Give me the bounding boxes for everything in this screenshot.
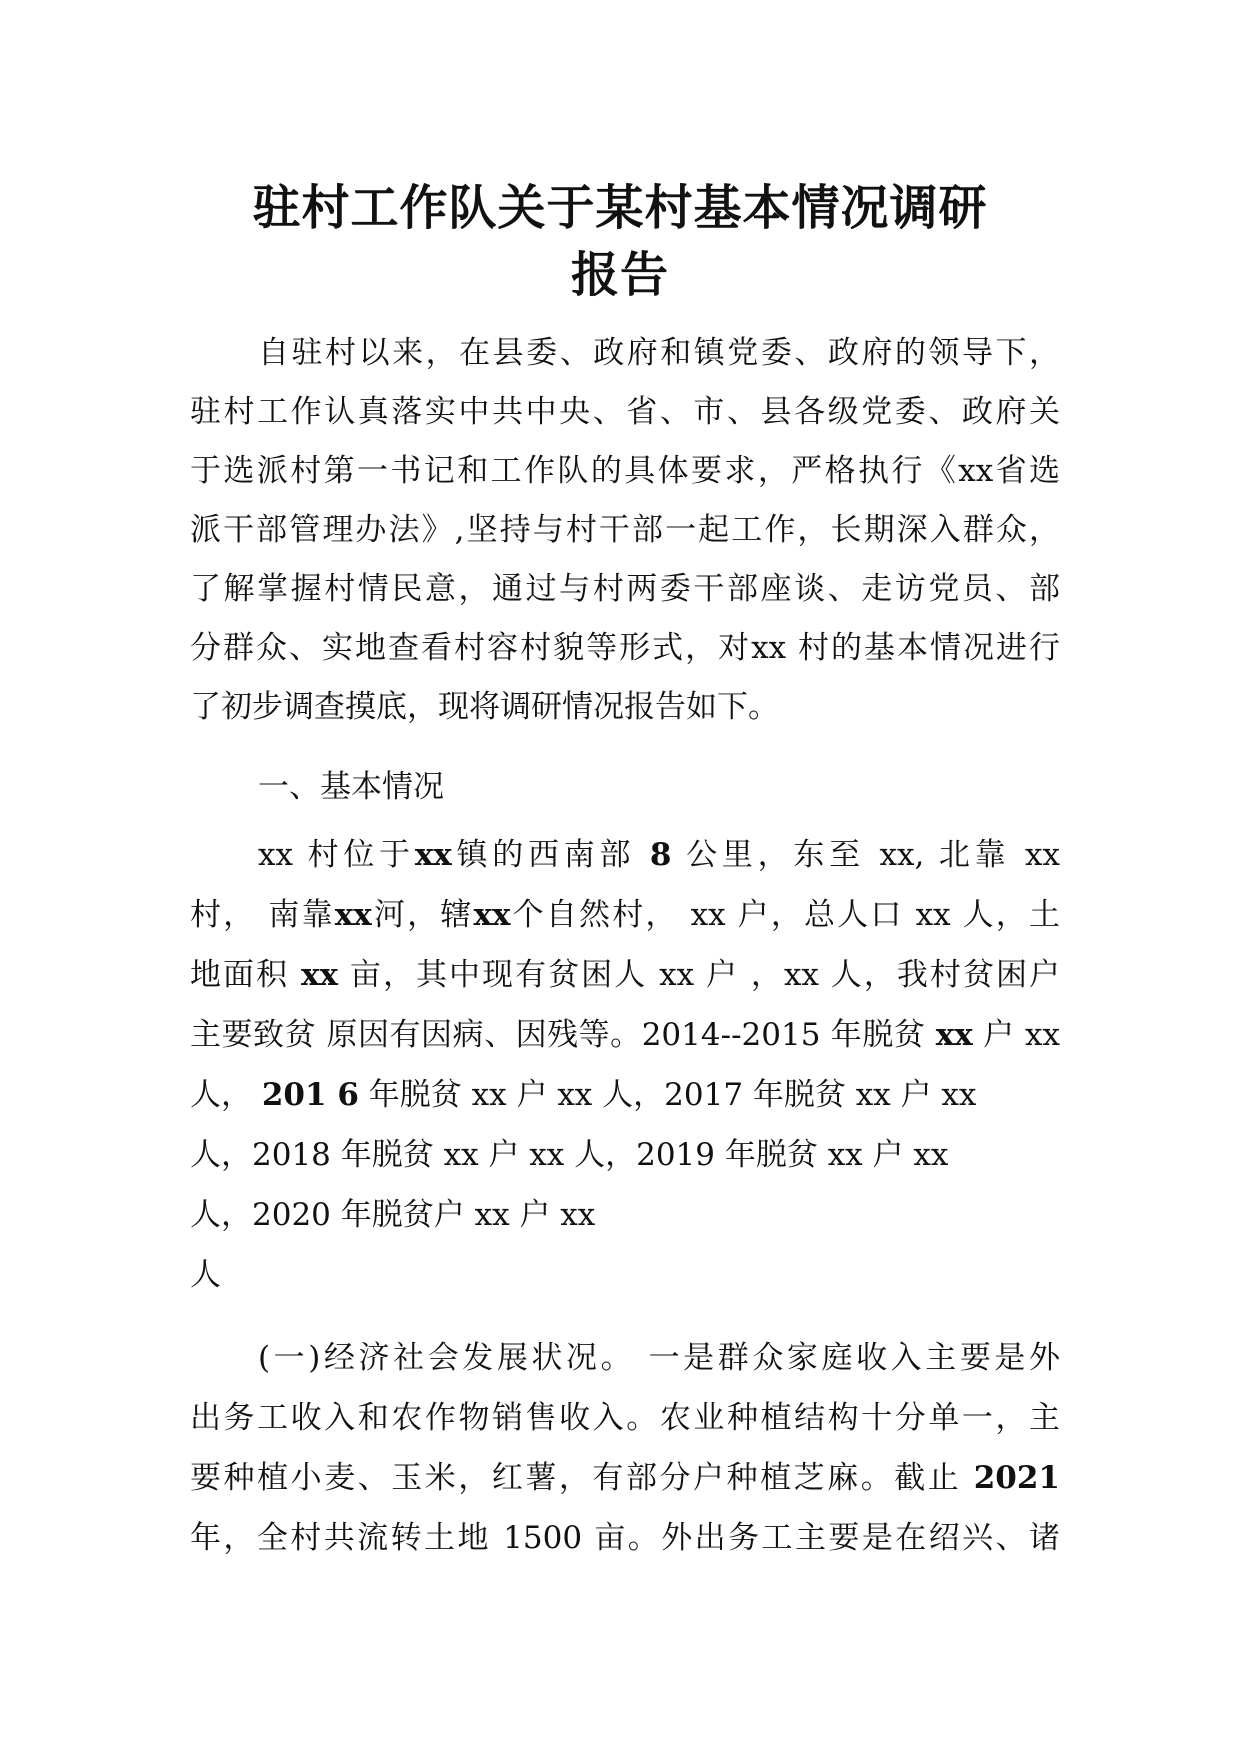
intro-line-2: 驻村工作认真落实中共中央、省、市、县各级党委、政府关 — [190, 394, 1060, 430]
intro-line-6: 分群众、实地查看村容村貌等形式，对xx 村的基本情况进行 — [190, 630, 1060, 666]
economy-text: 要种植小麦、玉米，红薯，有部分户种植芝麻。截止 — [190, 1460, 962, 1496]
intro-line-7: 了初步调查摸底，现将调研情况报告如下。 — [190, 689, 779, 725]
intro-line-1: 自驻村以来，在县委、政府和镇党委、政府的领导下， — [258, 335, 1060, 371]
basic-line-5 — [190, 1067, 1060, 1123]
basic-text: 河，辖 — [371, 897, 474, 933]
economy-bold-text: 2021 — [973, 1460, 1060, 1496]
basic-text: 地面积 — [190, 957, 290, 993]
basic-line-7: 人，2020 年脱贫户 xx 户 xx — [190, 1197, 596, 1233]
basic-text: 主要致贫 原因有因病、因残等。2014--2015 年脱贫 — [190, 1017, 926, 1053]
basic-text: 公里，东至 xx, 北靠 xx — [686, 837, 1060, 873]
basic-line-3 — [190, 947, 1060, 1003]
economy-line-3 — [190, 1450, 1060, 1506]
basic-bold-text: xx — [473, 897, 511, 933]
basic-bold-text: xx — [334, 897, 372, 933]
section-heading-basic-info: 一、基本情况 — [258, 769, 444, 805]
basic-bold-text: 201 6 — [261, 1077, 359, 1113]
basic-line-2 — [190, 887, 1060, 943]
basic-bold-text: xx — [301, 957, 338, 993]
basic-text: 年脱贫 xx 户 xx 人，2017 年脱贫 xx 户 xx — [368, 1077, 977, 1113]
basic-text: xx 村位于 — [258, 837, 415, 873]
basic-line-1 — [258, 827, 1060, 883]
economy-line-2: 出务工收入和农作物销售收入。农业种植结构十分单一，主 — [190, 1400, 1060, 1436]
basic-line-4 — [190, 1007, 1060, 1063]
economy-line-1: (一)经济社会发展状况。 一是群众家庭收入主要是外 — [258, 1340, 1060, 1376]
basic-text: 个自然村， xx 户，总人口 xx 人，土 — [510, 897, 1060, 933]
economy-line-4: 年，全村共流转土地 1500 亩。外出务工主要是在绍兴、诸 — [190, 1520, 1060, 1556]
basic-text: 亩，其中现有贫困人 xx 户 ，xx 人，我村贫困户 — [349, 957, 1060, 993]
document-title-line-1: 驻村工作队关于某村基本情况调研 — [252, 180, 988, 236]
basic-text: 人， — [190, 1077, 252, 1113]
intro-line-4: 派干部管理办法》,坚持与村干部一起工作，长期深入群众， — [190, 512, 1060, 548]
basic-text: 户 xx — [983, 1017, 1060, 1053]
document-title-line-2: 报告 — [570, 247, 669, 303]
basic-bold-text: xx — [935, 1017, 973, 1053]
intro-line-3: 于选派村第一书记和工作队的具体要求，严格执行《xx省选 — [190, 453, 1060, 489]
basic-bold-text: 8 — [649, 837, 672, 873]
basic-line-6: 人，2018 年脱贫 xx 户 xx 人，2019 年脱贫 xx 户 xx — [190, 1137, 949, 1173]
basic-text: 村， 南靠 — [190, 897, 335, 933]
intro-line-5: 了解掌握村情民意，通过与村两委干部座谈、走访党员、部 — [190, 571, 1060, 607]
basic-text: 镇的西南部 — [451, 837, 636, 873]
basic-bold-text: xx — [414, 837, 452, 873]
basic-line-8: 人 — [190, 1257, 221, 1293]
